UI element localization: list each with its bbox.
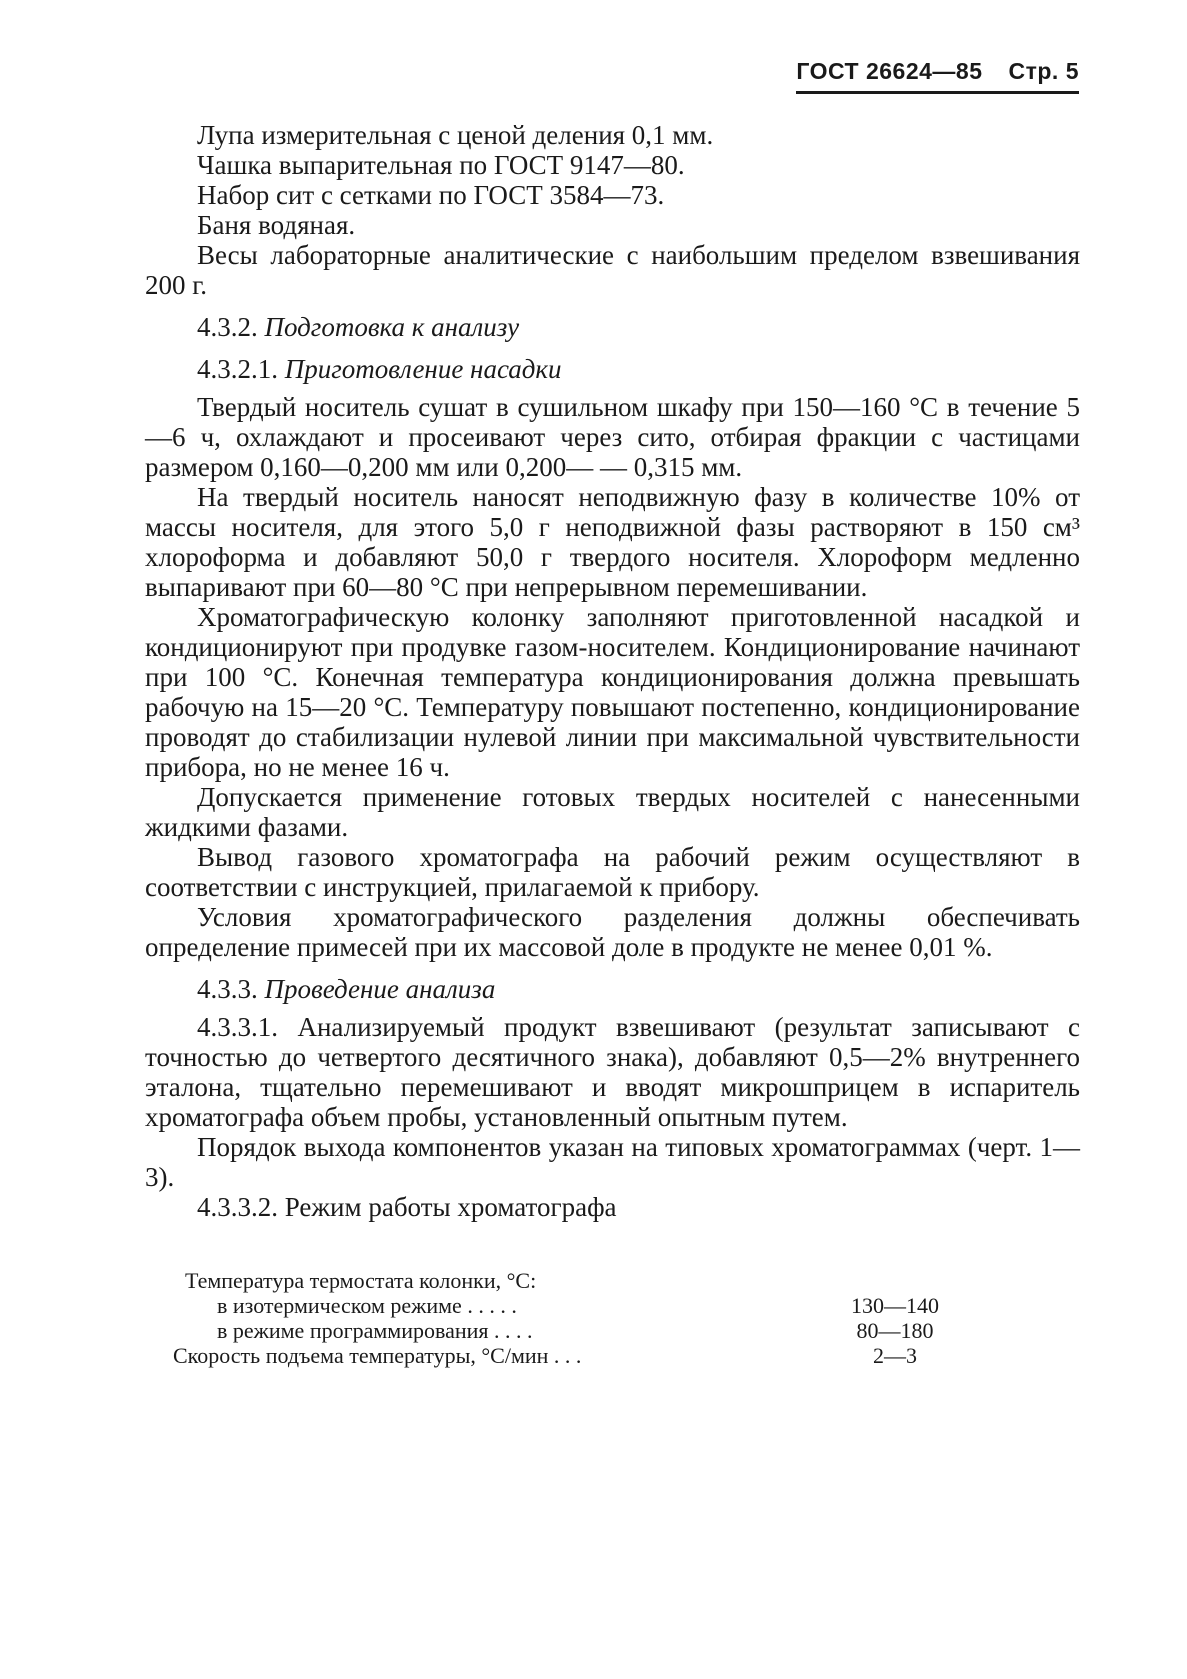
- table-row-value: 130—140: [851, 1293, 939, 1318]
- table-row: [145, 1318, 1080, 1343]
- table-row-label: в изотермическом режиме . . . . .: [217, 1293, 517, 1318]
- table-row-value: 2—3: [873, 1343, 917, 1368]
- table-row-label: в режиме программирования . . . .: [217, 1318, 533, 1343]
- paragraph: Твердый носитель сушат в сушильном шкафу при 150—160 °С в течение 5—6 ч, охлаждают и просеивают через сито, отбирая фракции с частицами размером 0,160—0,200 мм или 0,200— — 0,315 мм.: [145, 392, 1080, 482]
- list-item: Весы лабораторные аналитические с наибольшим пределом взвешивания 200 г.: [145, 240, 1080, 300]
- section-heading-4-3-3: 4.3.3. Проведение анализа: [197, 974, 496, 1004]
- list-item: Чашка выпарительная по ГОСТ 9147—80.: [197, 150, 685, 180]
- page-number: Стр. 5: [1008, 58, 1079, 84]
- section-heading-4-3-2-1: 4.3.2.1. Приготовление насадки: [197, 354, 562, 384]
- list-item: Баня водяная.: [197, 210, 356, 240]
- chromatograph-mode-table: [145, 1268, 1080, 1368]
- page-header: [796, 58, 1079, 94]
- document-body: [145, 120, 1080, 1368]
- list-item: Набор сит с сетками по ГОСТ 3584—73.: [197, 180, 665, 210]
- paragraph: Хроматографическую колонку заполняют приготовленной насадкой и кондиционируют при продувке газом-носителем. Кондиционирование начинают при 100 °С. Конечная температура кондиционирования должна превышать рабочую на 15—20 °С. Температуру повышают постепенно, кондиционирование проводят до стабилизации нулевой линии при максимальной чувствительности прибора, но не менее 16 ч.: [145, 602, 1080, 782]
- paragraph: Вывод газового хроматографа на рабочий режим осуществляют в соответствии с инструкцией, прилагаемой к прибору.: [145, 842, 1080, 902]
- document-number: ГОСТ 26624—85: [796, 58, 983, 84]
- table-row: [145, 1268, 1080, 1293]
- table-row: [145, 1343, 1080, 1368]
- section-heading-4-3-3-2: 4.3.3.2. Режим работы хроматографа: [197, 1192, 617, 1222]
- paragraph: Условия хроматографического разделения должны обеспечивать определение примесей при их массовой доле в продукте не менее 0,01 %.: [145, 902, 1080, 962]
- table-row: [145, 1293, 1080, 1318]
- section-heading-4-3-2: 4.3.2. Подготовка к анализу: [197, 312, 520, 342]
- table-row-label: Скорость подъема температуры, °С/мин . . .: [173, 1343, 582, 1368]
- paragraph: Порядок выхода компонентов указан на типовых хроматограммах (черт. 1—3).: [145, 1132, 1080, 1192]
- table-row-label: Температура термостата колонки, °С:: [185, 1268, 537, 1293]
- list-item: Лупа измерительная с ценой деления 0,1 мм.: [197, 120, 714, 150]
- paragraph: Допускается применение готовых твердых носителей с нанесенными жидкими фазами.: [145, 782, 1080, 842]
- paragraph: На твердый носитель наносят неподвижную фазу в количестве 10% от массы носителя, для этого 5,0 г неподвижной фазы растворяют в 150 см³ хлороформа и добавляют 50,0 г твердого носителя. Хлороформ медленно выпаривают при 60—80 °С при непрерывном перемешивании.: [145, 482, 1080, 602]
- paragraph: 4.3.3.1. Анализируемый продукт взвешивают (результат записывают с точностью до четвертого десятичного знака), добавляют 0,5—2% внутреннего эталона, тщательно перемешивают и вводят микрошприцем в испаритель хроматографа объем пробы, установленный опытным путем.: [145, 1012, 1080, 1132]
- table-row-value: 80—180: [856, 1318, 934, 1343]
